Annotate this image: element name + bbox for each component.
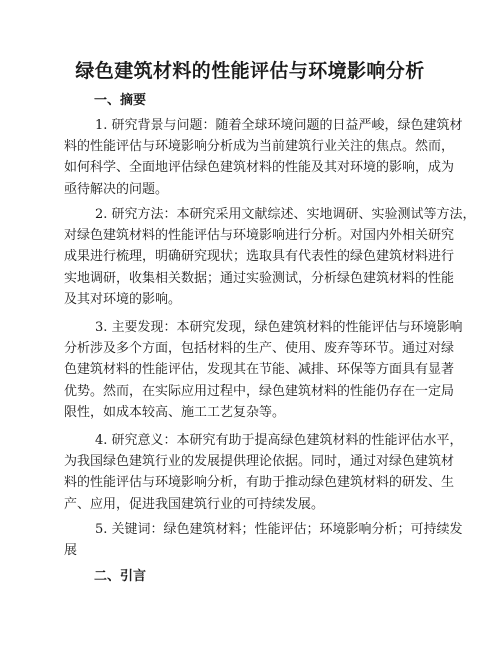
paragraph-research-significance: [64, 430, 463, 515]
paragraph-line: 5. 关键词：绿色建筑材料；性能评估；环境影响分析；可持续发: [95, 522, 463, 537]
paragraph-line: 料的性能评估与环境影响分析成为当前建筑行业关注的焦点。然而，: [64, 139, 455, 155]
paragraph-line: 实地调研，收集相关数据；通过实验测试，分析绿色建筑材料的性能: [64, 270, 455, 286]
paragraph-line: 展: [64, 543, 78, 559]
paragraph-research-background: [64, 115, 463, 200]
paragraph-line: 为我国绿色建筑行业的发展提供理论依据。同时，通过对绿色建筑材: [64, 454, 455, 470]
paragraph-line: 如何科学、全面地评估绿色建筑材料的性能及其对环境的影响，成为: [64, 160, 455, 176]
section-heading-abstract: 一、摘要: [94, 93, 147, 108]
paragraph-line: 产、应用，促进我国建筑行业的可持续发展。: [64, 496, 325, 512]
paragraph-main-findings: [64, 317, 463, 423]
section-heading-introduction: 二、引言: [94, 569, 147, 584]
document-title: 绿色建筑材料的性能评估与环境影响分析: [75, 60, 425, 82]
paragraph-line: 优势。然而，在实际应用过程中，绿色建筑材料的性能仍存在一定局: [64, 383, 455, 399]
paragraph-line: 及其对环境的影响。: [64, 291, 182, 307]
paragraph-line: 亟待解决的问题。: [64, 181, 169, 197]
paragraph-line: 限性，如成本较高、施工工艺复杂等。: [64, 404, 286, 420]
paragraph-keywords: [64, 519, 463, 561]
paragraph-line: 色建筑材料的性能评估，发现其在节能、减排、环保等方面具有显著: [64, 362, 455, 378]
paragraph-research-methods: [64, 204, 476, 310]
paragraph-line: 料的性能评估与环境影响分析，有助于推动绿色建筑材料的研发、生: [64, 475, 455, 491]
paragraph-line: 3. 主要发现：本研究发现，绿色建筑材料的性能评估与环境影响: [95, 320, 463, 335]
paragraph-line: 对绿色建筑材料的性能评估与环境影响进行分析。对国内外相关研究: [64, 228, 455, 244]
paragraph-line: 分析涉及多个方面，包括材料的生产、使用、废弃等环节。通过对绿: [64, 341, 455, 357]
paragraph-line: 1. 研究背景与问题：随着全球环境问题的日益严峻，绿色建筑材: [95, 118, 463, 133]
paragraph-line: 4. 研究意义：本研究有助于提高绿色建筑材料的性能评估水平，: [95, 433, 463, 448]
paragraph-line: 2. 研究方法：本研究采用文献综述、实地调研、实验测试等方法，: [95, 207, 476, 222]
paragraph-line: 成果进行梳理，明确研究现状；选取具有代表性的绿色建筑材料进行: [64, 249, 455, 265]
